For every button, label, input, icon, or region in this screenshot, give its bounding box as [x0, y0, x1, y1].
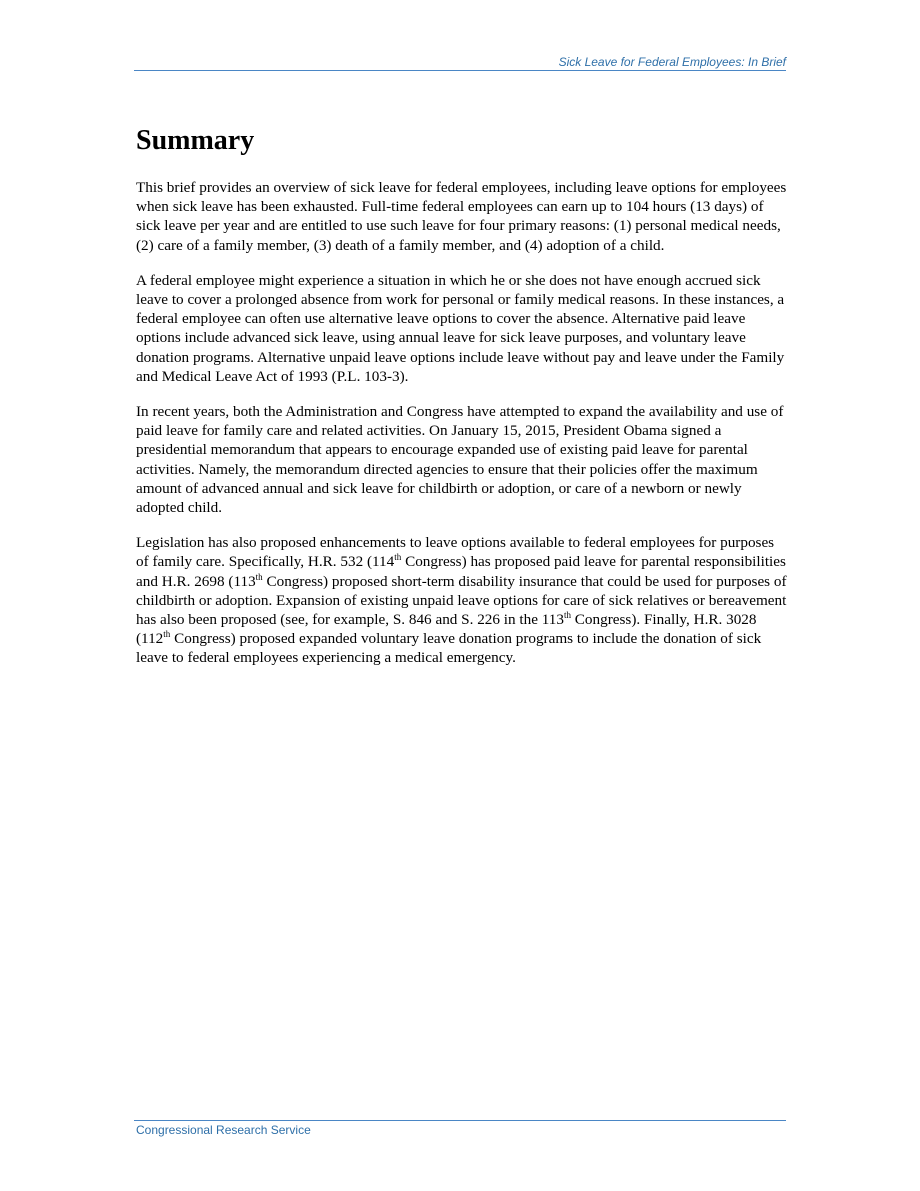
- ordinal-superscript: th: [255, 571, 263, 582]
- paragraph-4-text: Congress) proposed short-term disability insurance that could be used for purposes of childbirth or adoption. Expansion of existing unpaid leave options for care of sick relatives or bereavement has also been proposed (see, for example, S. 846 and S. 226 in the 113: [136, 572, 787, 629]
- page-title: Summary: [136, 125, 255, 156]
- paragraph-3: In recent years, both the Administration and Congress have attempted to expand the availability and use of paid leave for family care and related activities. On January 15, 2015, President Obama signed a presidential memorandum that appears to encourage expanded use of existing paid leave for parental activities. Namely, the memorandum directed agencies to ensure that their policies offer the maximum amount of advanced annual and sick leave for childbirth or adoption, or care of a newborn or newly adopted child.: [136, 403, 784, 517]
- paragraph-4: [136, 533, 788, 667]
- paragraph-1: This brief provides an overview of sick leave for federal employees, including leave options for employees when sick leave has been exhausted. Full-time federal employees can earn up to 104 hours (13 days) of sick leave per year and are entitled to use such leave for four primary reasons: (1) personal medical needs, (2) care of a family member, (3) death of a family member, and (4) adoption of a child.: [136, 179, 787, 254]
- footer-organization: Congressional Research Service: [136, 1123, 311, 1137]
- running-header-title: Sick Leave for Federal Employees: In Brief: [558, 55, 786, 69]
- ordinal-superscript: th: [563, 610, 571, 620]
- paragraph-4-text: Congress) has proposed paid leave for parental responsibilities and H.R. 2698 (113: [136, 553, 786, 590]
- summary-body: [136, 178, 788, 684]
- paragraph-4-text: Congress) proposed expanded voluntary leave donation programs to include the donation of sick leave to federal employees experiencing a medical emergency.: [136, 630, 762, 667]
- paragraph-4-text: Legislation has also proposed enhancements to leave options available to federal employees for purposes of family care. Specifically, H.R. 532 (114: [136, 534, 775, 571]
- paragraph-2: A federal employee might experience a situation in which he or she does not have enough accrued sick leave to cover a prolonged absence from work for personal or family medical reasons. In these instances, a federal employee can often use alternative leave options to cover the absence. Alternative paid leave options include advanced sick leave, using annual leave for sick leave purposes, and voluntary leave donation programs. Alternative unpaid leave options include leave without pay and leave under the Family and Medical Leave Act of 1993 (P.L. 103-3).: [136, 271, 785, 385]
- footer-divider: [134, 1120, 786, 1121]
- ordinal-superscript: th: [163, 629, 171, 640]
- header-divider: [134, 70, 786, 71]
- ordinal-superscript: th: [394, 552, 402, 563]
- paragraph-4-text: Congress). Finally, H.R. 3028 (112: [136, 611, 757, 648]
